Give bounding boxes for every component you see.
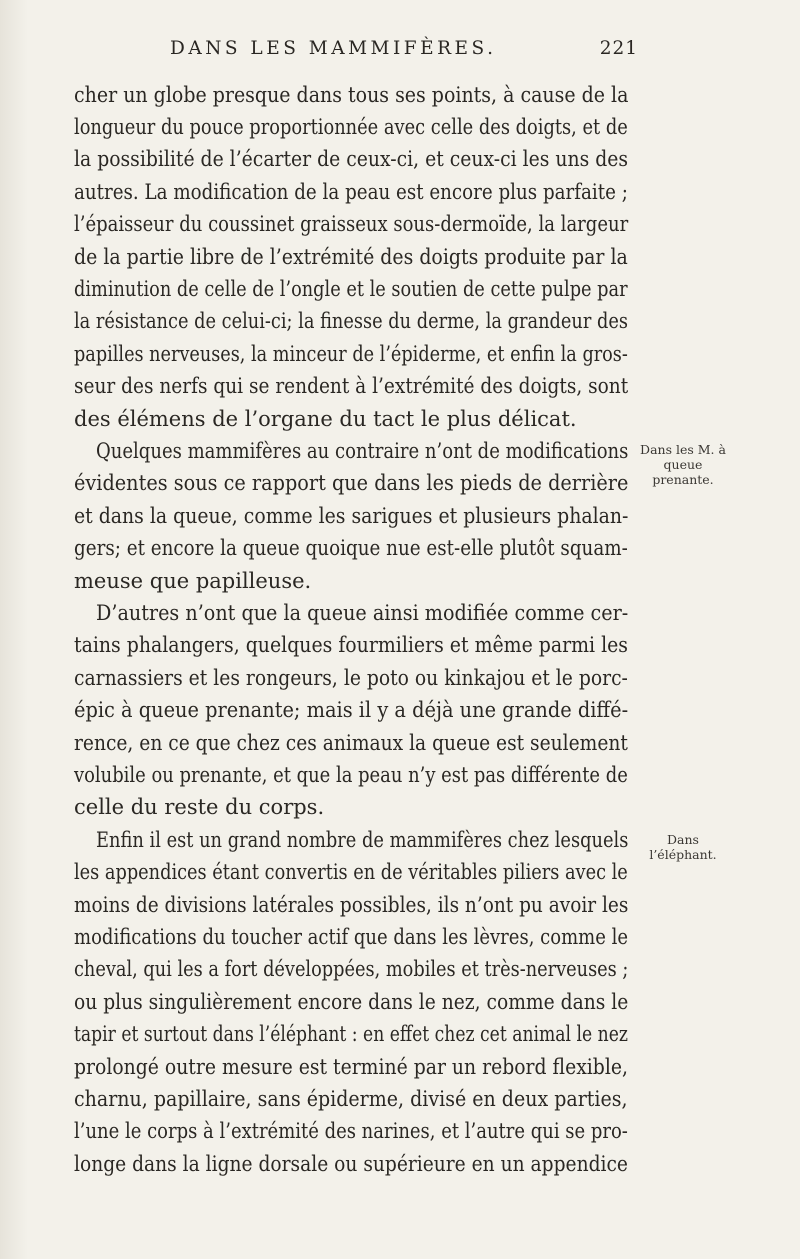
text-line: la possibilité de l’écarter de ceux-ci, et ceux-ci les uns des — [74, 147, 629, 171]
margin-note-prehensile-tail — [633, 442, 733, 487]
text-line: moins de divisions latérales possibles, ils n’ont pu avoir les — [74, 893, 629, 917]
page-number: 221 — [599, 38, 638, 59]
text-line: prolongé outre mesure est terminé par un rebord flexible, — [74, 1055, 628, 1079]
binding-shadow — [0, 0, 28, 1259]
text-line: l’une le corps à l’extrémité des narines, et l’autre qui se pro- — [74, 1119, 628, 1143]
text-line: rence, en ce que chez ces animaux la queue est seulement — [74, 731, 628, 755]
text-line: l’épaisseur du coussinet graisseux sous-dermoïde, la largeur — [74, 212, 629, 236]
text-line: modifications du toucher actif que dans les lèvres, comme le — [74, 925, 629, 949]
text-line: tains phalangers, quelques fourmiliers et même parmi les — [74, 633, 628, 657]
text-line: les appendices étant convertis en de véritables piliers avec le — [74, 860, 628, 884]
text-line: seur des nerfs qui se rendent à l’extrémité des doigts, sont — [74, 374, 629, 398]
margin-note-line: queue — [663, 457, 703, 472]
paragraph-first-line: Quelques mammifères au contraire n’ont de modifications — [96, 439, 629, 463]
running-header — [170, 38, 638, 68]
text-line: et dans la queue, comme les sarigues et plusieurs phalan- — [74, 504, 629, 528]
text-line: de la partie libre de l’extrémité des doigts produite par la — [74, 245, 628, 269]
text-line: cher un globe presque dans tous ses points, à cause de la — [74, 83, 629, 107]
text-line: carnassiers et les rongeurs, le poto ou kinkajou et le porc- — [74, 666, 628, 690]
paragraph-first-line: Enfin il est un grand nombre de mammifères chez lesquels — [96, 828, 629, 852]
margin-note-line: Dans les M. à — [640, 442, 726, 457]
text-line: papilles nerveuses, la minceur de l’épiderme, et enfin la gros- — [74, 342, 628, 366]
text-line: la résistance de celui-ci; la finesse du derme, la grandeur des — [74, 309, 628, 333]
text-line: autres. La modification de la peau est encore plus parfaite ; — [74, 180, 628, 204]
text-line: cheval, qui les a fort développées, mobiles et très-nerveuses ; — [74, 957, 629, 981]
margin-note-elephant — [633, 832, 733, 862]
text-line: longe dans la ligne dorsale ou supérieure en un appendice — [74, 1152, 628, 1176]
text-line: ou plus singulièrement encore dans le nez, comme dans le — [74, 990, 629, 1014]
text-line: longueur du pouce proportionnée avec celle des doigts, et de — [74, 115, 628, 139]
running-title: DANS LES MAMMIFÈRES. — [170, 38, 497, 59]
text-line: meuse que papilleuse. — [74, 569, 312, 593]
text-line: diminution de celle de l’ongle et le soutien de cette pulpe par — [74, 277, 628, 301]
text-line: volubile ou prenante, et que la peau n’y est pas différente de — [74, 763, 628, 787]
margin-note-line: l’éléphant. — [649, 847, 717, 862]
margin-note-line: Dans — [667, 832, 699, 847]
text-line: évidentes sous ce rapport que dans les pieds de derrière — [74, 471, 629, 495]
margin-note-line: prenante. — [652, 472, 714, 487]
paragraph-first-line: D’autres n’ont que la queue ainsi modifiée comme cer- — [96, 601, 629, 625]
text-line: tapir et surtout dans l’éléphant : en effet chez cet animal le nez — [74, 1022, 628, 1046]
text-line: celle du reste du corps. — [74, 795, 325, 819]
text-line: charnu, papillaire, sans épiderme, divisé en deux parties, — [74, 1087, 628, 1111]
text-line: des élémens de l’organe du tact le plus délicat. — [74, 407, 577, 431]
text-line: gers; et encore la queue quoique nue est-elle plutôt squam- — [74, 536, 628, 560]
text-line: épic à queue prenante; mais il y a déjà une grande diffé- — [74, 698, 629, 722]
